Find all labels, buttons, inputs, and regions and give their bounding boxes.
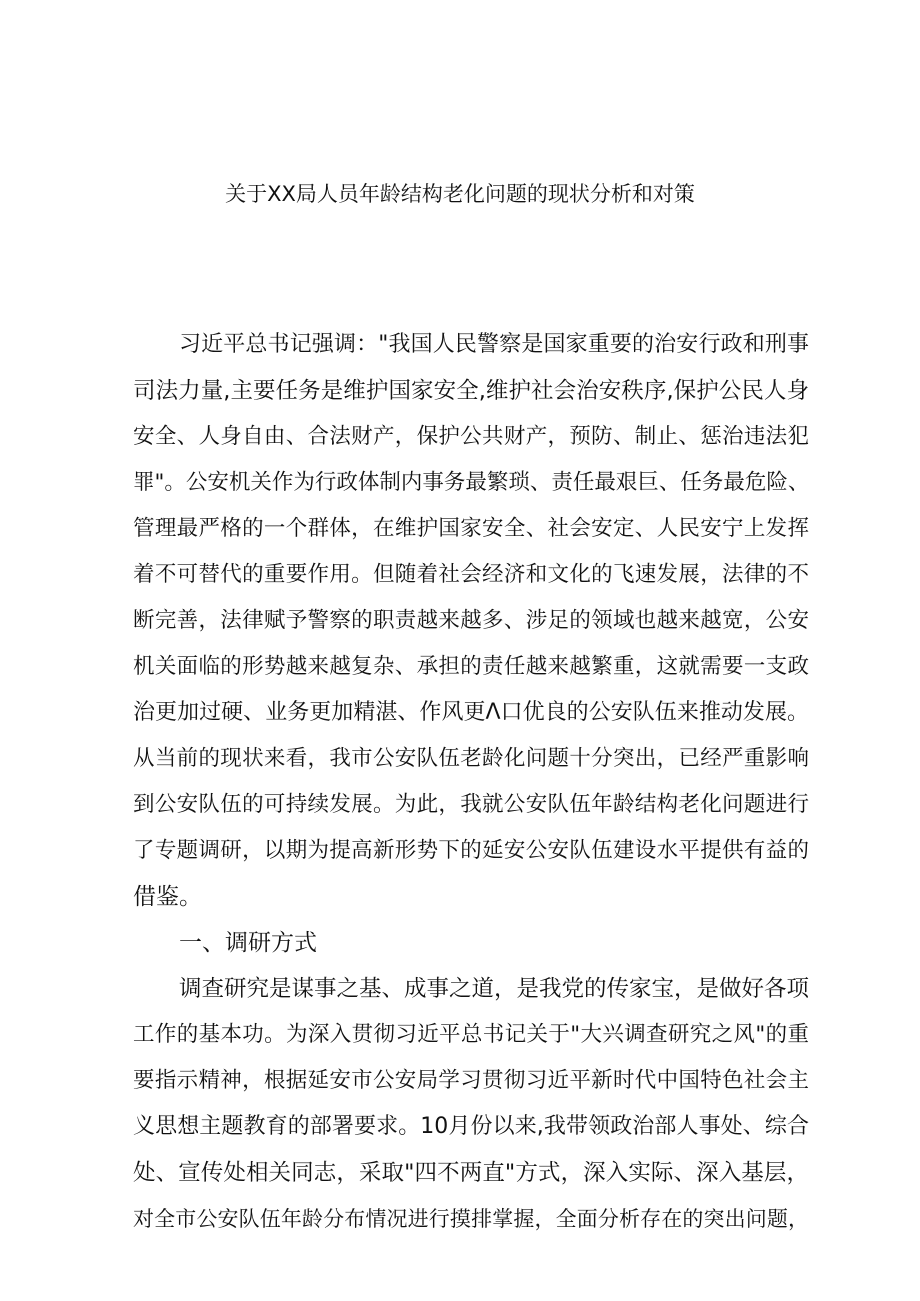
paragraph-line: 到公安队伍的可持续发展。为此，我就公安队伍年龄结构老化问题进行 [133,792,809,817]
paragraph-line: 调查研究是谋事之基、成事之道，是我党的传家宝，是做好各项 [179,976,809,1002]
paragraph-line: 断完善，法律赋予警察的职责越来越多、涉足的领域也越来越宽，公安 [133,608,809,633]
paragraph-line: 机关面临的形势越来越复杂、承担的责任越来越繁重，这就需要一支政 [133,654,809,679]
paragraph-line: 对全市公安队伍年龄分布情况进行摸排掌握，全面分析存在的突出问题， [133,1207,809,1231]
paragraph-line: 工作的基本功。为深入贯彻习近平总书记关于"大兴调查研究之风"的重 [133,1022,809,1047]
section-heading: 一、调研方式 [179,930,317,956]
paragraph-line: 了专题调研，以期为提高新形势下的延安公安队伍建设水平提供有益的 [133,838,809,863]
paragraph-line: 借鉴。 [133,884,202,910]
paragraph-line: 义思想主题教育的部署要求。10月份以来,我带领政治部人事处、综合 [133,1114,809,1139]
paragraph-line: 罪"。公安机关作为行政体制内事务最繁琐、责任最艰巨、任务最危险、 [133,470,809,495]
paragraph-line: 安全、人身自由、合法财产，保护公共财产，预防、制止、惩治违法犯 [133,424,809,449]
paragraph-line: 处、宣传处相关同志，采取"四不两直"方式，深入实际、深入基层， [133,1160,809,1186]
paragraph-line: 要指示精神，根据延安市公安局学习贯彻习近平新时代中国特色社会主 [133,1068,809,1093]
paragraph-line: 从当前的现状来看，我市公安队伍老龄化问题十分突出，已经严重影响 [133,746,809,771]
paragraph-line: 习近平总书记强调："我国人民警察是国家重要的治安行政和刑事 [179,332,809,357]
paragraph-line: 司法力量,主要任务是维护国家安全,维护社会治安秩序,保护公民人身 [133,378,809,404]
document-body [133,322,809,1242]
paragraph-line: 着不可替代的重要作用。但随着社会经济和文化的飞速发展，法律的不 [133,562,809,587]
paragraph-line: 治更加过硬、业务更加精湛、作风更Λ口优良的公安队伍来推动发展。 [133,700,809,725]
document-title: 关于XX局人员年龄结构老化问题的现状分析和对策 [225,182,695,206]
paragraph-line: 管理最严格的一个群体，在维护国家安全、社会安定、人民安宁上发挥 [133,516,809,541]
